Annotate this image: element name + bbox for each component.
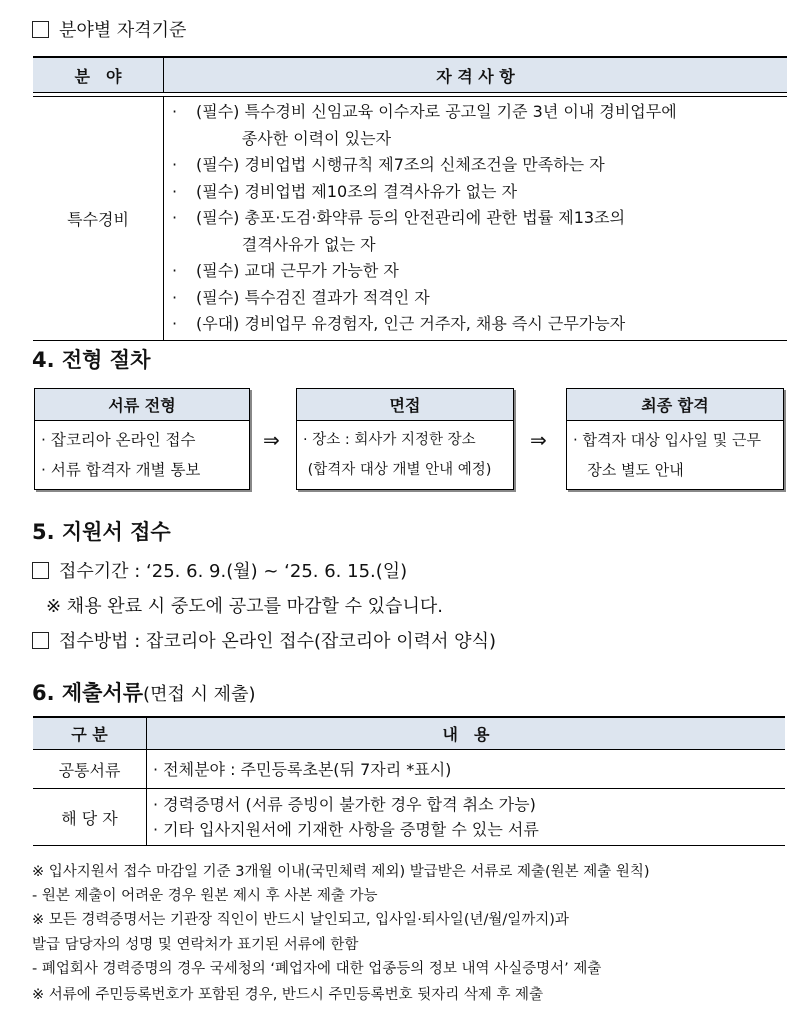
docs-note: - 원본 제출이 어려운 경우 원본 제시 후 사본 제출 가능 bbox=[32, 888, 378, 904]
bullet-icon: · bbox=[172, 261, 178, 280]
docs-note: 발급 담당자의 성명 및 연락처가 표기된 서류에 한함 bbox=[32, 937, 359, 953]
field-name: 특수경비 bbox=[33, 97, 164, 340]
apply-period bbox=[32, 557, 407, 583]
docs-title-main: 6. 제출서류 bbox=[32, 681, 144, 705]
bullet-icon: · bbox=[172, 287, 178, 307]
step-title: 최종 합격 bbox=[567, 389, 783, 421]
checkbox-square-icon bbox=[32, 562, 49, 579]
apply-method-text: 접수방법 : 잡코리아 온라인 접수(잡코리아 이력서 양식) bbox=[59, 631, 496, 652]
docs-note: ※ 서류에 주민등록번호가 포함된 경우, 반드시 주민등록번호 뒷자리 삭제 후 제출 bbox=[32, 987, 544, 1003]
arrow-icon: ⇒ bbox=[263, 428, 280, 452]
bullet-icon: · bbox=[172, 314, 178, 333]
docs-table-header bbox=[33, 718, 785, 750]
qualification-table-header bbox=[33, 58, 787, 93]
requirement-text: (필수) 교대 근무가 가능한 자 bbox=[196, 261, 399, 280]
checkbox-square-icon bbox=[32, 632, 49, 649]
bullet-icon: · bbox=[172, 102, 178, 121]
process-step-document bbox=[34, 388, 250, 490]
list-item bbox=[172, 311, 787, 338]
header-requirements: 자 격 사 항 bbox=[436, 66, 515, 86]
step-line: · 장소 : 회사가 지정한 장소 bbox=[303, 432, 476, 448]
requirement-text: (우대) 경비업무 유경험자, 인근 거주자, 채용 즉시 근무가능자 bbox=[196, 314, 626, 333]
doc-type: 해 당 자 bbox=[33, 789, 147, 845]
process-step-interview bbox=[296, 388, 514, 490]
step-line: · 서류 합격자 개별 통보 bbox=[41, 461, 201, 479]
bullet-icon: · bbox=[172, 181, 178, 201]
requirement-text: (필수) 총포·도검·화약류 등의 안전관리에 관한 법률 제13조의 결격사유가 없는 자 bbox=[196, 208, 626, 254]
list-item bbox=[172, 99, 787, 152]
list-item bbox=[172, 205, 787, 258]
header-type: 구 분 bbox=[33, 718, 147, 749]
list-item bbox=[172, 179, 787, 206]
docs-title-sub: (면접 시 제출) bbox=[143, 684, 256, 705]
checkbox-square-icon bbox=[32, 21, 49, 38]
step-line: 장소 별도 안내 bbox=[573, 461, 684, 479]
requirement-text: (필수) 경비업법 시행규칙 제7조의 신체조건을 만족하는 자 bbox=[196, 155, 605, 174]
qualification-table-row bbox=[33, 97, 787, 340]
docs-note: ※ 입사지원서 접수 마감일 기준 3개월 이내(국민체력 제외) 발급받은 서류로 제출(원본 제출 원칙) bbox=[32, 864, 650, 880]
doc-item: · 경력증명서 (서류 증빙이 불가한 경우 합격 취소 가능) bbox=[153, 795, 536, 814]
apply-method bbox=[32, 627, 496, 653]
docs-note: ※ 모든 경력증명서는 기관장 직인이 반드시 날인되고, 입사일·퇴사일(년/월/일까지)과 bbox=[32, 912, 569, 928]
apply-note: ※ 채용 완료 시 중도에 공고를 마감할 수 있습니다. bbox=[46, 596, 443, 617]
doc-item: · 전체분야 : 주민등록초본(뒤 7자리 *표시) bbox=[153, 759, 452, 779]
docs-note: - 폐업회사 경력증명의 경우 국세청의 ‘폐업자에 대한 업종등의 정보 내역 사실증명서’ 제출 bbox=[32, 961, 602, 977]
requirements-list bbox=[164, 97, 787, 340]
bullet-icon: · bbox=[172, 208, 178, 227]
docs-table bbox=[33, 716, 785, 846]
table-row bbox=[33, 789, 785, 845]
step-title: 면접 bbox=[297, 389, 513, 421]
qualification-heading bbox=[32, 16, 186, 42]
qualification-title: 분야별 자격기준 bbox=[59, 20, 187, 41]
apply-period-text: 접수기간 : ‘25. 6. 9.(월) ~ ‘25. 6. 15.(일) bbox=[59, 561, 408, 582]
docs-title bbox=[32, 677, 255, 707]
apply-title: 5. 지원서 접수 bbox=[32, 520, 171, 544]
step-line: · 잡코리아 온라인 접수 bbox=[41, 431, 196, 449]
process-step-final bbox=[566, 388, 784, 490]
list-item bbox=[172, 285, 787, 312]
arrow-icon: ⇒ bbox=[530, 428, 547, 452]
step-line: · 합격자 대상 입사일 및 근무 bbox=[573, 431, 761, 449]
list-item bbox=[172, 258, 787, 285]
requirement-text: (필수) 특수경비 신임교육 이수자로 공고일 기준 3년 이내 경비업무에 종사한 이력이 있는자 bbox=[196, 102, 677, 148]
bullet-icon: · bbox=[172, 155, 178, 174]
doc-type: 공통서류 bbox=[33, 750, 147, 788]
requirement-text: (필수) 특수검진 결과가 적격인 자 bbox=[196, 287, 430, 307]
process-title: 4. 전형 절차 bbox=[32, 348, 151, 372]
qualification-table bbox=[33, 56, 787, 341]
list-item bbox=[172, 152, 787, 179]
header-field: 분 야 bbox=[33, 58, 164, 92]
step-line: (합격자 대상 개별 안내 예정) bbox=[303, 462, 492, 478]
requirement-text: (필수) 경비업법 제10조의 결격사유가 없는 자 bbox=[196, 181, 518, 201]
header-content: 내 용 bbox=[442, 725, 490, 744]
table-row bbox=[33, 750, 785, 789]
doc-item: · 기타 입사지원서에 기재한 사항을 증명할 수 있는 서류 bbox=[153, 820, 539, 839]
step-title: 서류 전형 bbox=[35, 389, 249, 421]
